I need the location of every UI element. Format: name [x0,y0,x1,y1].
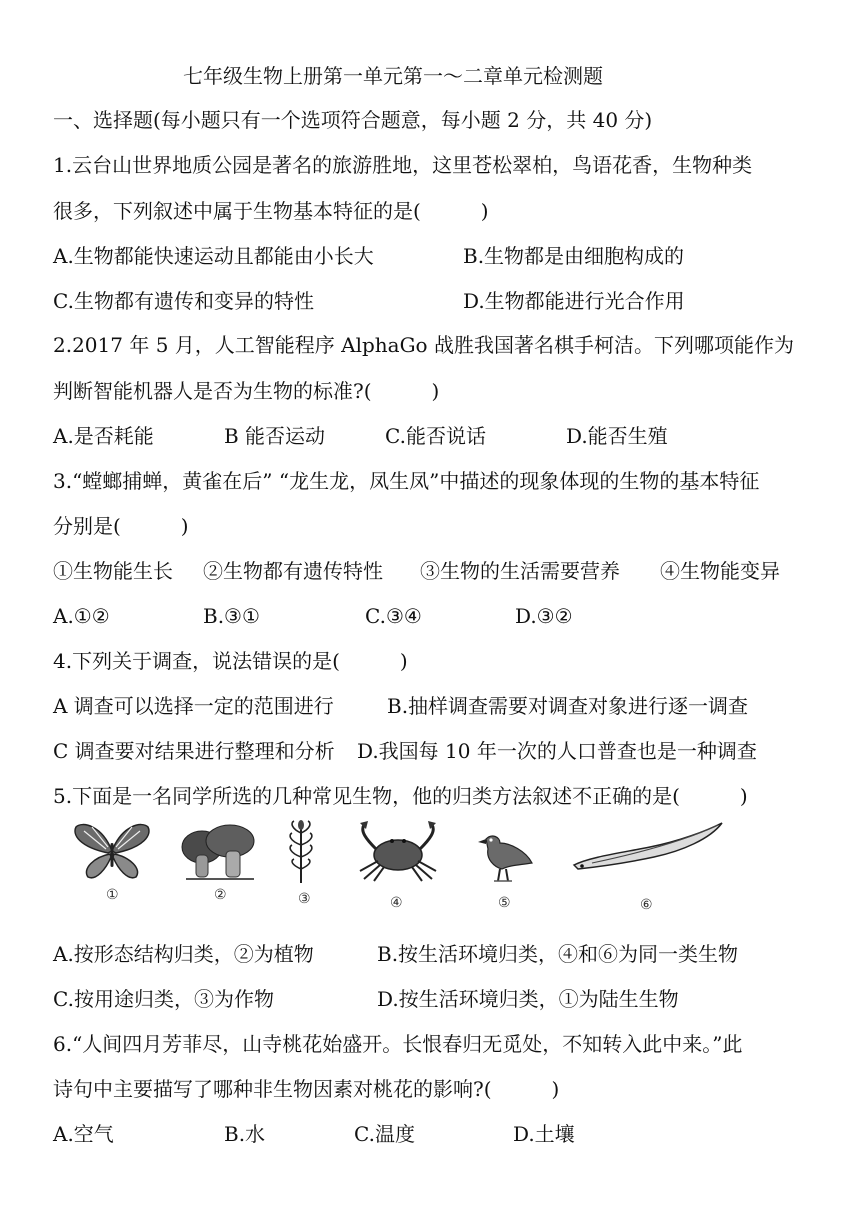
option-d: D.③② [515,604,573,628]
option-c: C.③④ [365,604,422,628]
option-c: C.温度 [354,1122,415,1146]
ribbonfish-icon [570,819,726,873]
option-d: D.土壤 [513,1122,575,1146]
option-d: D.按生活环境归类，①为陆生生物 [377,987,679,1011]
figure-label-1: ① [106,887,119,903]
option-a: A.生物都能快速运动且都能由小长大 [53,244,374,268]
statement-3: ③生物的生活需要营养 [420,559,620,583]
option-c: C.按用途归类，③为作物 [53,987,274,1011]
option-b: B.生物都是由细胞构成的 [463,244,685,268]
question-stem-line: 很多，下列叙述中属于生物基本特征的是( ) [53,199,489,223]
option-c: C 调查要对结果进行整理和分析 [53,739,335,763]
section-heading: 一、选择题(每小题只有一个选项符合题意，每小题 2 分，共 40 分) [53,108,653,132]
option-a: A.按形态结构归类，②为植物 [53,942,314,966]
option-b: B.水 [224,1122,266,1146]
question-stem-line: 5.下面是一名同学所选的几种常见生物，他的归类方法叙述不正确的是( ) [53,784,748,808]
option-d: D.能否生殖 [566,424,668,448]
organism-figures [60,815,760,925]
figure-label-2: ② [214,887,227,903]
option-b: B.抽样调查需要对调查对象进行逐一调查 [387,694,749,718]
crab-icon [350,819,446,883]
option-a: A.是否耗能 [53,424,154,448]
question-stem-line: 诗句中主要描写了哪种非生物因素对桃花的影响?( ) [53,1077,560,1101]
question-stem-line: 分别是( ) [53,514,189,538]
figure-label-5: ⑤ [498,895,511,911]
option-c: C.生物都有遗传和变异的特性 [53,289,314,313]
question-stem-line: 2.2017 年 5 月，人工智能程序 AlphaGo 战胜我国著名棋手柯洁。下列哪项能作为 [53,333,794,357]
option-a: A.空气 [53,1122,114,1146]
option-b: B 能否运动 [224,424,326,448]
question-stem-line: 3.“螳螂捕蝉，黄雀在后” “龙生龙，凤生凤”中描述的现象体现的生物的基本特征 [53,469,760,493]
mushroom-icon [180,821,260,883]
statement-4: ④生物能变异 [660,559,780,583]
question-stem-line: 判断智能机器人是否为生物的标准?( ) [53,379,440,403]
question-stem-line: 4.下列关于调查，说法错误的是( ) [53,649,408,673]
pigeon-icon [472,829,538,885]
question-stem-line: 1.云台山世界地质公园是著名的旅游胜地，这里苍松翠柏，鸟语花香，生物种类 [53,153,753,177]
option-b: B.按生活环境归类，④和⑥为同一类生物 [377,942,739,966]
figure-label-3: ③ [298,891,311,907]
question-stem-line: 6.“人间四月芳菲尽，山寺桃花始盛开。长恨春归无觅处，不知转入此中来。”此 [53,1032,743,1056]
statement-1: ①生物能生长 [53,559,173,583]
option-b: B.③① [203,604,260,628]
page-title: 七年级生物上册第一单元第一～二章单元检测题 [183,64,603,88]
option-a: A 调查可以选择一定的范围进行 [53,694,334,718]
crop-plant-icon [284,819,318,885]
statement-2: ②生物都有遗传特性 [203,559,383,583]
option-d: D.我国每 10 年一次的人口普查也是一种调查 [357,739,757,763]
option-c: C.能否说话 [385,424,486,448]
option-d: D.生物都能进行光合作用 [463,289,685,313]
butterfly-icon [72,821,152,883]
figure-label-4: ④ [390,895,403,911]
option-a: A.①② [53,604,110,628]
figure-label-6: ⑥ [640,897,653,913]
